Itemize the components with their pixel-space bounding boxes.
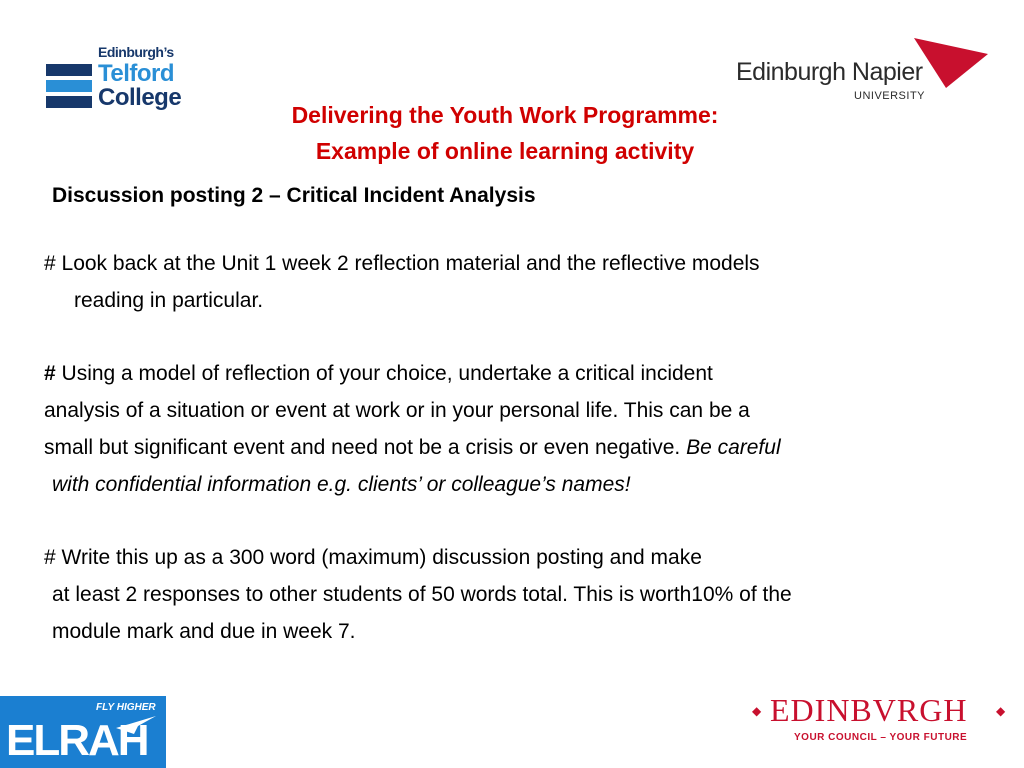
- logo-text: Telford: [98, 60, 175, 87]
- elrah-logo: [0, 696, 166, 768]
- body-line: reading in particular.: [74, 289, 264, 312]
- body-line: analysis of a situation or event at work or in your personal life. This can be a: [44, 399, 750, 422]
- edinburgh-name: EDINBVRGH: [770, 692, 968, 728]
- section-heading: Discussion posting 2 – Critical Incident Analysis: [52, 184, 536, 207]
- page-title-line2: Example of online learning activity: [315, 138, 695, 164]
- body-line: module mark and due in week 7.: [52, 620, 356, 643]
- edinburgh-tagline: YOUR COUNCIL – YOUR FUTURE: [794, 732, 968, 743]
- logo-text: College: [98, 84, 182, 111]
- logo-bar: [46, 64, 92, 76]
- bullet-hash: #: [44, 362, 56, 385]
- page-title-line1: Delivering the Youth Work Programme:: [291, 102, 719, 128]
- body-text: Using a model of reflection of your choice, undertake a critical incident: [55, 362, 713, 385]
- body-emphasis: Be careful: [686, 436, 781, 459]
- logo-text: Edinburgh’s: [98, 44, 174, 60]
- body-line: # Look back at the Unit 1 week 2 reflection material and the reflective models: [44, 252, 760, 275]
- napier-name: Edinburgh Napier: [736, 58, 923, 86]
- body-line: [44, 436, 781, 460]
- elrah-tagline: FLY HIGHER: [96, 702, 156, 713]
- body-line: [44, 362, 713, 386]
- logo-bar: [46, 80, 92, 92]
- diamond-icon: ◆: [752, 704, 762, 718]
- body-line: # Write this up as a 300 word (maximum) discussion posting and make: [44, 546, 702, 569]
- body-line-emphasis: with confidential information e.g. clients’ or colleague’s names!: [52, 473, 631, 496]
- napier-sub: UNIVERSITY: [854, 90, 926, 102]
- body-line: at least 2 responses to other students of 50 words total. This is worth10% of the: [52, 583, 792, 606]
- edinburgh-council-logo: [752, 692, 1010, 748]
- edinburgh-napier-logo: [736, 38, 988, 106]
- diamond-icon: ◆: [996, 704, 1006, 718]
- elrah-name: ELRAH: [6, 716, 148, 765]
- body-text: small but significant event and need not be a crisis or even negative.: [44, 436, 687, 459]
